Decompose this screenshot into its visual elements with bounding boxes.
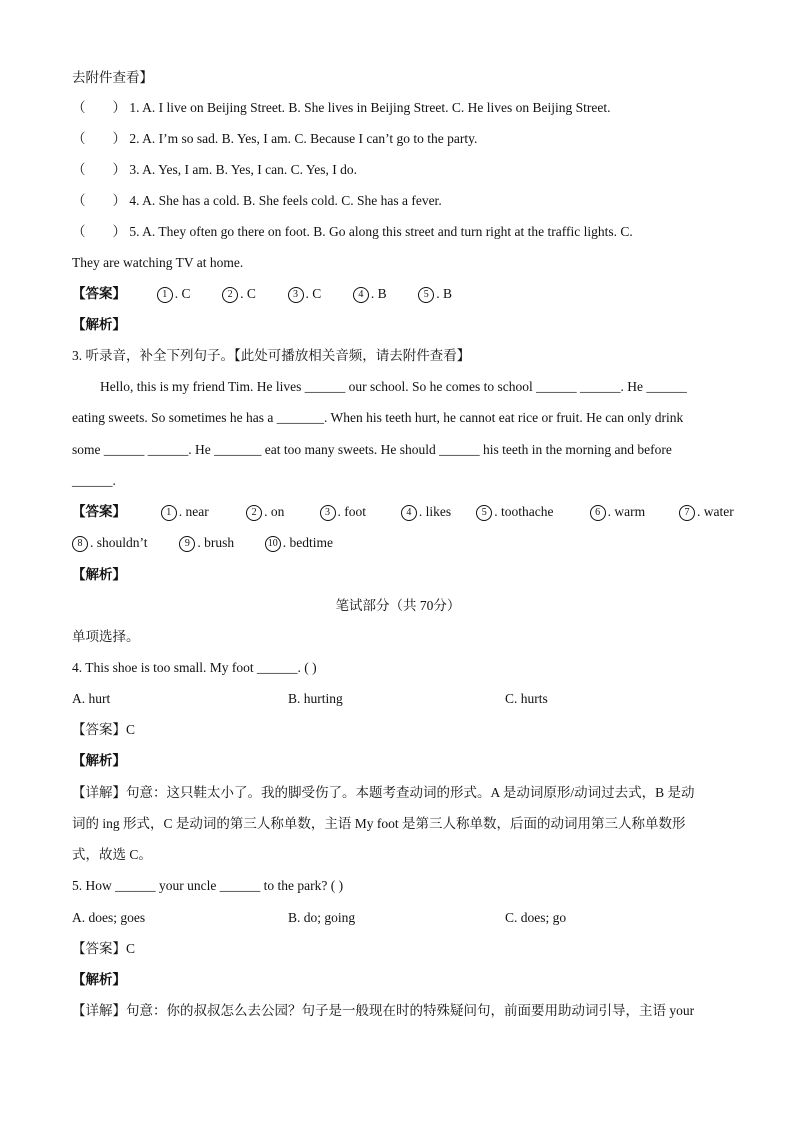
answer-paren: （ ） [72,224,126,239]
q4-option-a: A. hurt [72,691,111,706]
answer-paren: （ ） [72,193,126,208]
q3-answer-3: 3 . foot [320,502,398,522]
q4-detail-line-1: 【详解】句意：这只鞋太小了。我的脚受伤了。本题考查动词的形式。A 是动词原形/动词过去式，B 是动 [72,785,695,800]
q2-item-2 [72,129,477,149]
answer-paren: （ ） [72,100,126,115]
q3-paragraph-line-3: some ______ ______. He _______ eat too many sweets. He should ______ his teeth in the morning and before [72,442,672,457]
q2-answer-1: 1 . C [157,284,219,304]
q2-item-5-continued: They are watching TV at home. [72,255,244,270]
q3-answer-7: 7 . water [679,502,734,522]
q3-answer-row-1 [72,502,734,522]
q3-answer-2: 2 . on [246,502,316,522]
q3-paragraph-line-2: eating sweets. So sometimes he has a _______. When his teeth hurt, he cannot eat rice or fruit. He can only drink [72,410,684,425]
q3-answer-5: 5 . toothache [476,502,586,522]
q2-answer-2: 2 . C [222,284,284,304]
q2-answer-5: 5 . B [418,284,480,304]
q2-item-4 [72,191,442,211]
q5-analysis-label: 【解析】 [72,972,126,987]
q5-option-b: B. do; going [288,910,356,925]
answer-paren: （ ） [72,131,126,146]
q3-answer-9: 9 . brush [179,533,261,553]
q5-detail-line-1: 【详解】句意：你的叔叔怎么去公园？句子是一般现在时的特殊疑问句，前面要用助动词引导，主语 your [72,1003,695,1018]
q5-option-a: A. does; goes [72,910,146,925]
q3-paragraph-line-1: Hello, this is my friend Tim. He lives ______ our school. So he comes to school ______ ______. He ______ [100,379,687,394]
q2-analysis-label: 【解析】 [72,317,126,332]
q2-answer-row [72,284,480,304]
q2-item-text: 5. A. They often go there on foot. B. Go along this street and turn right at the traffic lights. C. [129,224,633,239]
q2-answer-3: 3 . C [288,284,350,304]
q4-answer: 【答案】C [72,722,136,737]
q5-answer: 【答案】C [72,941,136,956]
q4-analysis-label: 【解析】 [72,753,126,768]
top-fragment: 去附件查看】 [72,70,153,85]
section-subtitle: 单项选择。 [72,629,140,644]
q3-heading: 3. 听录音，补全下列句子。【此处可播放相关音频，请去附件查看】 [72,348,471,363]
answer-label: 【答案】 [72,286,126,301]
q2-item-text: 2. A. I’m so sad. B. Yes, I am. C. Because I can’t go to the party. [129,131,478,146]
q3-answer-4: 4 . likes [401,502,473,522]
answer-paren: （ ） [72,162,126,177]
q4-option-b: B. hurting [288,691,343,706]
q3-answer-row-2 [72,533,333,553]
q3-paragraph-line-4: ______. [72,473,116,488]
q4-detail-line-3: 式，故选 C。 [72,847,152,862]
section-title: 笔试部分（共 70分） [335,598,461,613]
q4-stem: 4. This shoe is too small. My foot ______. ( ) [72,660,317,675]
q5-stem: 5. How ______ your uncle ______ to the park? ( ) [72,878,344,893]
q4-option-c: C. hurts [505,691,548,706]
q2-item-5 [72,222,633,242]
q3-answer-10: 10 . bedtime [265,533,333,553]
q2-item-text: 1. A. I live on Beijing Street. B. She lives in Beijing Street. C. He lives on Beijing Street. [129,100,611,115]
q4-detail-line-2: 词的 ing 形式，C 是动词的第三人称单数，主语 My foot 是第三人称单数，后面的动词用第三人称单数形 [72,816,686,831]
q5-option-c: C. does; go [505,910,567,925]
q3-analysis-label: 【解析】 [72,567,126,582]
q3-answer-8: 8 . shouldn’t [72,533,176,553]
q2-item-1 [72,98,610,118]
q2-item-3 [72,160,357,180]
q2-item-text: 4. A. She has a cold. B. She feels cold. C. She has a fever. [129,193,442,208]
q2-item-text: 3. A. Yes, I am. B. Yes, I can. C. Yes, I do. [129,162,358,177]
q3-answer-1: 1 . near [161,502,243,522]
q2-answer-4: 4 . B [353,284,415,304]
answer-label: 【答案】 [72,504,126,519]
q3-answer-6: 6 . warm [590,502,676,522]
